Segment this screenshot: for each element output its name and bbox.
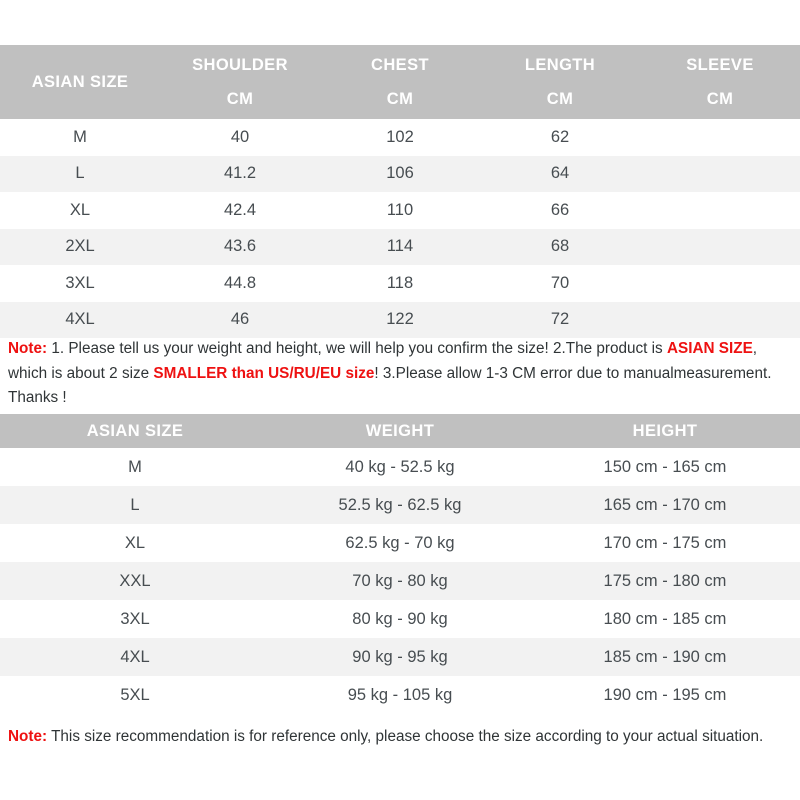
measurement-note-label: Note:	[8, 340, 48, 357]
recommendation-table-head	[0, 414, 800, 448]
cell-weight: 62.5 kg - 70 kg	[270, 524, 530, 562]
column-header-chest-unit: CM	[386, 89, 414, 108]
cell-sleeve	[640, 229, 800, 266]
recommendation-header-row	[0, 414, 800, 448]
table-row	[0, 676, 800, 714]
table-row	[0, 448, 800, 486]
table-row	[0, 119, 800, 156]
cell-height: 185 cm - 190 cm	[530, 638, 800, 676]
recommendation-note-label: Note:	[8, 728, 48, 745]
measurement-table-head	[0, 45, 800, 119]
measurement-note-part2: , which is about 2 size	[8, 340, 758, 382]
cell-shoulder: 40	[160, 119, 320, 156]
table-row	[0, 524, 800, 562]
table-row	[0, 600, 800, 638]
column-header-chest	[320, 45, 480, 119]
cell-sleeve	[640, 265, 800, 302]
measurement-header-row	[0, 45, 800, 119]
column-header-sleeve-label: SLEEVE	[686, 56, 754, 74]
recommendation-table	[0, 414, 800, 714]
cell-chest: 106	[320, 156, 480, 193]
column-header-height: HEIGHT	[530, 414, 800, 448]
recommendation-note-text: This size recommendation is for reference only, please choose the size according to your actual situation.	[47, 728, 764, 745]
cell-shoulder: 44.8	[160, 265, 320, 302]
cell-height: 190 cm - 195 cm	[530, 676, 800, 714]
cell-shoulder: 42.4	[160, 192, 320, 229]
cell-shoulder: 46	[160, 302, 320, 339]
cell-chest: 122	[320, 302, 480, 339]
table-row	[0, 229, 800, 266]
column-header-length-label: LENGTH	[524, 56, 596, 74]
cell-size: XL	[0, 192, 160, 229]
table-row	[0, 486, 800, 524]
measurement-table-body	[0, 119, 800, 338]
column-header-shoulder-unit: CM	[226, 89, 254, 108]
cell-size: 3XL	[0, 265, 160, 302]
cell-size: 3XL	[0, 600, 270, 638]
cell-weight: 70 kg - 80 kg	[270, 562, 530, 600]
column-header-chest-label: CHEST	[371, 56, 429, 74]
table-row	[0, 302, 800, 339]
cell-chest: 110	[320, 192, 480, 229]
measurement-note	[8, 337, 794, 411]
table-row	[0, 638, 800, 676]
measurement-note-part3: ! 3.Please allow 1-3 CM error due to manualmeasurement. Thanks !	[8, 364, 772, 406]
cell-size: 4XL	[0, 302, 160, 339]
cell-weight: 52.5 kg - 62.5 kg	[270, 486, 530, 524]
table-row	[0, 265, 800, 302]
cell-weight: 40 kg - 52.5 kg	[270, 448, 530, 486]
measurement-note-part1: 1. Please tell us your weight and height, we will help you confirm the size! 2.The product is	[47, 340, 667, 357]
column-header-weight: WEIGHT	[270, 414, 530, 448]
cell-shoulder: 43.6	[160, 229, 320, 266]
cell-size: 2XL	[0, 229, 160, 266]
cell-sleeve	[640, 192, 800, 229]
cell-shoulder: 41.2	[160, 156, 320, 193]
cell-weight: 80 kg - 90 kg	[270, 600, 530, 638]
recommendation-table-body	[0, 448, 800, 714]
cell-weight: 95 kg - 105 kg	[270, 676, 530, 714]
measurement-note-red-asian-size: ASIAN SIZE	[666, 340, 753, 357]
table-row	[0, 156, 800, 193]
cell-length: 72	[480, 302, 640, 339]
column-header-asian-size: ASIAN SIZE	[0, 414, 270, 448]
cell-size: M	[0, 119, 160, 156]
cell-sleeve	[640, 156, 800, 193]
cell-size: M	[0, 448, 270, 486]
recommendation-note	[8, 724, 794, 749]
column-header-shoulder-label: SHOULDER	[192, 56, 288, 74]
cell-size: 4XL	[0, 638, 270, 676]
cell-weight: 90 kg - 95 kg	[270, 638, 530, 676]
measurement-note-red-smaller: SMALLER than US/RU/EU size	[153, 364, 375, 382]
cell-chest: 118	[320, 265, 480, 302]
cell-length: 70	[480, 265, 640, 302]
column-header-asian-size-label: ASIAN SIZE	[31, 72, 129, 91]
cell-height: 150 cm - 165 cm	[530, 448, 800, 486]
table-row	[0, 562, 800, 600]
table-row	[0, 192, 800, 229]
cell-size: 5XL	[0, 676, 270, 714]
column-header-length-unit: CM	[546, 89, 574, 108]
cell-size: L	[0, 156, 160, 193]
column-header-sleeve	[640, 45, 800, 119]
cell-height: 180 cm - 185 cm	[530, 600, 800, 638]
cell-height: 170 cm - 175 cm	[530, 524, 800, 562]
cell-size: L	[0, 486, 270, 524]
cell-length: 64	[480, 156, 640, 193]
cell-chest: 114	[320, 229, 480, 266]
column-header-asian-size	[0, 45, 160, 119]
measurement-table	[0, 45, 800, 338]
cell-size: XL	[0, 524, 270, 562]
cell-height: 175 cm - 180 cm	[530, 562, 800, 600]
column-header-shoulder	[160, 45, 320, 119]
cell-height: 165 cm - 170 cm	[530, 486, 800, 524]
column-header-sleeve-unit: CM	[706, 89, 734, 108]
cell-length: 66	[480, 192, 640, 229]
column-header-length	[480, 45, 640, 119]
cell-sleeve	[640, 302, 800, 339]
cell-length: 68	[480, 229, 640, 266]
cell-size: XXL	[0, 562, 270, 600]
cell-length: 62	[480, 119, 640, 156]
cell-chest: 102	[320, 119, 480, 156]
cell-sleeve	[640, 119, 800, 156]
